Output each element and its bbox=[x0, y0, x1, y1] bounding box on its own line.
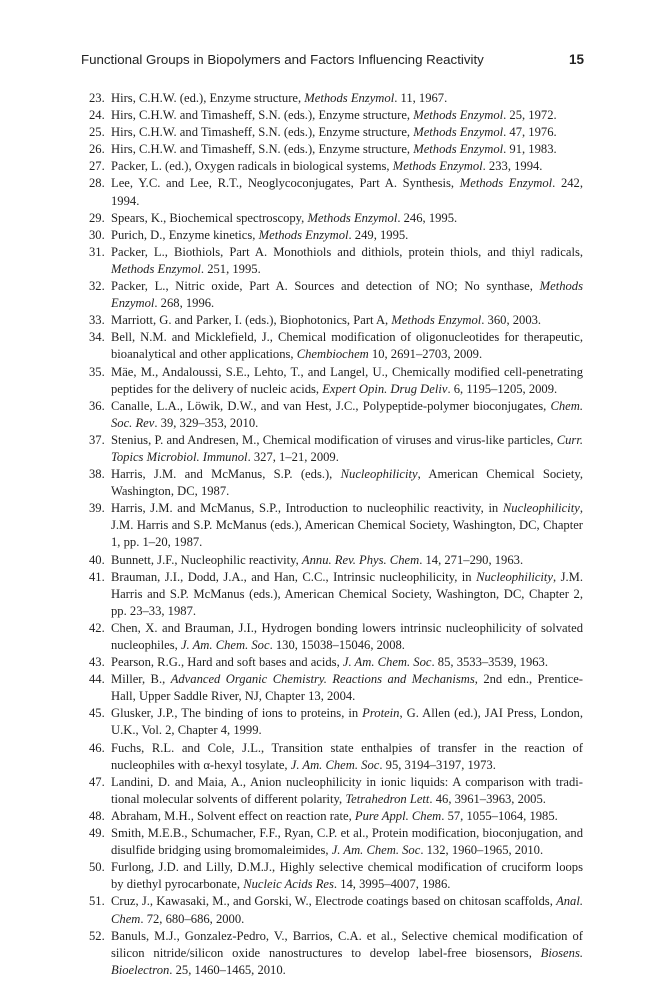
reference-text: , American Chemical Society, Washington, DC, 1987. bbox=[111, 467, 583, 499]
reference-number: 25. bbox=[89, 125, 105, 140]
reference-text: . 251, 1995. bbox=[200, 261, 261, 276]
reference-text: . 95, 3194–3197, 1973. bbox=[379, 757, 496, 772]
reference-item bbox=[83, 364, 583, 398]
reference-item bbox=[83, 500, 583, 551]
reference-item bbox=[83, 654, 583, 671]
reference-journal: Chembiochem bbox=[296, 347, 369, 362]
reference-text: Cruz, J., Kawasaki, M., and Gorski, W., Electrode coatings based on chitosan scaffolds, bbox=[111, 894, 557, 909]
reference-item bbox=[83, 329, 583, 363]
page-number: 15 bbox=[568, 52, 584, 67]
reference-text: . 72, 680–686, 2000. bbox=[140, 911, 245, 926]
reference-journal: Methods Enzymol bbox=[307, 210, 398, 225]
reference-item bbox=[83, 90, 583, 107]
reference-text: Hirs, C.H.W. and Timasheff, S.N. (eds.), Enzyme structure, bbox=[111, 125, 414, 140]
reference-item bbox=[83, 825, 583, 859]
reference-number: 29. bbox=[89, 210, 105, 225]
reference-text: Harris, J.M. and McManus, S.P., Introduction to nucleophilic reactivity, in bbox=[111, 501, 503, 516]
reference-text: Hirs, C.H.W. (ed.), Enzyme structure, bbox=[111, 91, 305, 105]
reference-number: 52. bbox=[89, 928, 105, 943]
reference-journal: Nucleophilicity bbox=[340, 467, 418, 482]
reference-text: Glusker, J.P., The binding of ions to proteins, in bbox=[111, 706, 363, 721]
reference-item bbox=[83, 278, 583, 312]
reference-item bbox=[83, 398, 583, 432]
reference-text: , J.M. Harris and S.P. McManus (eds.), American Chemical Society, Washington, DC, Chapter 2, pp. 23–33, 1987. bbox=[111, 569, 584, 618]
reference-item bbox=[83, 893, 583, 927]
reference-item bbox=[83, 466, 583, 500]
reference-journal: Methods Enzymol bbox=[304, 91, 395, 105]
reference-text: Pearson, R.G., Hard and soft bases and acids, bbox=[111, 655, 343, 670]
reference-text: . 132, 1960–1965, 2010. bbox=[420, 843, 544, 858]
reference-journal: Advanced Organic Chemistry. Reactions and Mechanisms bbox=[170, 672, 475, 687]
reference-number: 34. bbox=[89, 330, 105, 345]
reference-journal: Methods Enzymol bbox=[413, 142, 504, 157]
reference-item bbox=[83, 859, 583, 893]
reference-text: Chen, X. and Brauman, J.I., Hydrogen bonding lowers intrinsic nucleophilicity of solvated nucleophiles, bbox=[111, 620, 583, 652]
running-head bbox=[81, 52, 584, 67]
reference-journal: Methods Enzymol bbox=[111, 279, 583, 311]
reference-text: . 246, 1995. bbox=[397, 210, 458, 225]
reference-text: . 268, 1996. bbox=[154, 296, 215, 311]
reference-number: 32. bbox=[89, 279, 105, 294]
reference-text: . 14, 3995–4007, 1986. bbox=[333, 877, 451, 892]
reference-text: . 11, 1967. bbox=[394, 91, 448, 105]
reference-journal: Tetrahedron Lett bbox=[345, 791, 430, 806]
reference-item bbox=[83, 312, 583, 329]
reference-number: 24. bbox=[89, 108, 105, 123]
reference-item bbox=[83, 620, 583, 654]
reference-item bbox=[83, 124, 583, 141]
reference-number: 23. bbox=[89, 91, 105, 105]
reference-text: Hirs, C.H.W. and Timasheff, S.N. (eds.), Enzyme structure, bbox=[111, 142, 414, 157]
reference-journal: Expert Opin. Drug Deliv bbox=[322, 381, 448, 396]
reference-text: Harris, J.M. and McManus, S.P. (eds.), bbox=[111, 467, 341, 482]
reference-number: 41. bbox=[89, 569, 105, 584]
reference-journal: Nucleophilicity bbox=[476, 569, 554, 584]
reference-text: . 25, 1460–1465, 2010. bbox=[169, 962, 286, 977]
reference-text: . 57, 1055–1064, 1985. bbox=[441, 808, 558, 823]
reference-item bbox=[83, 928, 583, 979]
reference-text: Packer, L., Biothiols, Part A. Monothiols and dithiols, protein thiols, and thiyl radicals, bbox=[111, 244, 583, 259]
reference-journal: Protein bbox=[362, 706, 400, 721]
reference-text: . 46, 3961–3963, 2005. bbox=[429, 791, 546, 806]
reference-number: 43. bbox=[89, 655, 105, 670]
reference-text: 10, 2691–2703, 2009. bbox=[368, 347, 483, 362]
reference-number: 44. bbox=[89, 672, 105, 687]
reference-text: Banuls, M.J., Gonzalez-Pedro, V., Barrios, C.A. et al., Selective chemical modification of silicon nitride/silicon oxide nanostructures to develop label-free biosensors, bbox=[111, 928, 583, 960]
reference-text: . 242, 1994. bbox=[111, 176, 583, 208]
reference-journal: Anal. Chem bbox=[111, 894, 583, 926]
reference-item bbox=[83, 432, 583, 466]
reference-item bbox=[83, 227, 583, 244]
reference-number: 38. bbox=[89, 467, 105, 482]
reference-item bbox=[83, 210, 583, 227]
reference-text: Fuchs, R.L. and Cole, J.L., Transition state enthalpies of transfer in the reaction of nucleophiles with α-hexyl tosylate, bbox=[111, 740, 583, 772]
reference-text: , J.M. Harris and S.P. McManus (eds.), American Chemical Society, Washington, DC, Chapter 1, pp. 1–20, 1987. bbox=[111, 501, 583, 550]
reference-text: Miller, B., bbox=[111, 672, 171, 687]
reference-journal: Biosens. Bioelectron bbox=[111, 945, 583, 977]
reference-item bbox=[83, 244, 583, 278]
reference-text: , G. Allen (ed.), JAI Press, London, U.K., Vol. 2, Chapter 4, 1999. bbox=[111, 706, 584, 738]
reference-number: 30. bbox=[89, 227, 105, 242]
reference-item bbox=[83, 740, 583, 774]
reference-journal: Methods Enzymol bbox=[459, 176, 553, 191]
reference-number: 26. bbox=[89, 142, 105, 157]
reference-journal: J. Am. Chem. Soc bbox=[180, 638, 270, 652]
reference-text: Abraham, M.H., Solvent effect on reaction rate, bbox=[111, 808, 355, 823]
reference-item bbox=[83, 158, 583, 175]
reference-journal: Curr. Topics Microbiol. Immunol bbox=[111, 432, 583, 464]
reference-journal: Methods Enzymol bbox=[111, 261, 201, 276]
reference-text: . 14, 271–290, 1963. bbox=[419, 552, 524, 567]
reference-journal: J. Am. Chem. Soc bbox=[331, 843, 421, 858]
reference-item bbox=[83, 569, 583, 620]
reference-item bbox=[83, 671, 583, 705]
reference-number: 33. bbox=[89, 313, 105, 328]
reference-text: . 39, 329–353, 2010. bbox=[154, 415, 259, 430]
reference-number: 51. bbox=[89, 894, 105, 909]
reference-number: 35. bbox=[89, 364, 105, 379]
reference-text: . 233, 1994. bbox=[482, 159, 543, 174]
reference-text: Landini, D. and Maia, A., Anion nucleophilicity in ionic liquids: A comparison with traditional molecular solvents of different polarity, bbox=[111, 774, 583, 806]
reference-list bbox=[83, 90, 583, 979]
reference-text: . 6, 1195–1205, 2009. bbox=[447, 381, 558, 396]
reference-number: 36. bbox=[89, 398, 105, 413]
reference-text: Brauman, J.I., Dodd, J.A., and Han, C.C., Intrinsic nucleophilicity, in bbox=[111, 569, 477, 584]
reference-item bbox=[83, 175, 583, 209]
reference-item bbox=[83, 141, 583, 158]
reference-text: Lee, Y.C. and Lee, R.T., Neoglycoconjugates, Part A. Synthesis, bbox=[111, 176, 460, 191]
reference-text: Hirs, C.H.W. and Timasheff, S.N. (eds.), Enzyme structure, bbox=[111, 108, 414, 123]
reference-number: 47. bbox=[89, 774, 105, 789]
reference-number: 27. bbox=[89, 159, 105, 174]
reference-text: Purich, D., Enzyme kinetics, bbox=[111, 227, 259, 242]
reference-text: . 85, 3533–3539, 1963. bbox=[431, 655, 548, 670]
reference-number: 42. bbox=[89, 620, 105, 635]
reference-text: Mäe, M., Andaloussi, S.E., Lehto, T., and Langel, U., Chemically modified cell-penetrating peptides for the delivery of nucleic acids, bbox=[111, 364, 583, 396]
reference-text: . 130, 15038–15046, 2008. bbox=[269, 638, 405, 652]
reference-journal: Annu. Rev. Phys. Chem bbox=[301, 552, 420, 567]
reference-number: 31. bbox=[89, 244, 105, 259]
reference-journal: Pure Appl. Chem bbox=[354, 808, 442, 823]
reference-number: 40. bbox=[89, 552, 105, 567]
reference-journal: Chem. Soc. Rev bbox=[111, 398, 583, 430]
reference-text: Stenius, P. and Andresen, M., Chemical modification of viruses and virus-like particles, bbox=[111, 432, 557, 447]
reference-journal: Methods Enzymol bbox=[413, 108, 504, 123]
reference-text: Bunnett, J.F., Nucleophilic reactivity, bbox=[111, 552, 302, 567]
reference-journal: J. Am. Chem. Soc bbox=[290, 757, 380, 772]
reference-item bbox=[83, 774, 583, 808]
reference-text: Canalle, L.A., Löwik, D.W., and van Hest, J.C., Polypeptide-polymer bioconjugates, bbox=[111, 398, 551, 413]
reference-journal: Methods Enzymol bbox=[392, 159, 483, 174]
reference-number: 45. bbox=[89, 706, 105, 721]
reference-text: . 47, 1976. bbox=[503, 125, 557, 140]
reference-text: Spears, K., Biochemical spectroscopy, bbox=[111, 210, 308, 225]
reference-text: Smith, M.E.B., Schumacher, F.F., Ryan, C.P. et al., Protein modification, bioconjugation, and disulfide bridging using bromomaleimides, bbox=[111, 826, 583, 858]
reference-text: , 2nd edn., Prentice-Hall, Upper Saddle River, NJ, Chapter 13, 2004. bbox=[111, 672, 583, 704]
reference-journal: J. Am. Chem. Soc bbox=[342, 655, 432, 670]
reference-text: Packer, L., Nitric oxide, Part A. Sources and detection of NO; No synthase, bbox=[111, 279, 540, 294]
reference-text: . 249, 1995. bbox=[348, 227, 409, 242]
reference-item bbox=[83, 552, 583, 569]
reference-text: Bell, N.M. and Micklefield, J., Chemical modification of oligonucleotides for therapeutic, bioanalytical and other applications, bbox=[111, 330, 583, 362]
reference-number: 46. bbox=[89, 740, 105, 755]
chapter-title: Functional Groups in Biopolymers and Factors Influencing Reactivity bbox=[81, 52, 484, 67]
reference-number: 49. bbox=[89, 826, 105, 841]
reference-number: 50. bbox=[89, 860, 105, 875]
reference-journal: Nucleic Acids Res bbox=[243, 877, 334, 892]
reference-journal: Methods Enzymol bbox=[413, 125, 504, 140]
reference-text: . 25, 1972. bbox=[503, 108, 557, 123]
reference-text: Furlong, J.D. and Lilly, D.M.J., Highly selective chemical modification of cruciform loops by diethyl pyrocarbonate, bbox=[111, 860, 583, 892]
reference-text: . 360, 2003. bbox=[481, 313, 542, 328]
reference-journal: Nucleophilicity bbox=[502, 501, 580, 516]
reference-text: . 327, 1–21, 2009. bbox=[247, 449, 339, 464]
reference-number: 28. bbox=[89, 176, 105, 191]
reference-item bbox=[83, 808, 583, 825]
reference-text: Marriott, G. and Parker, I. (eds.), Biophotonics, Part A, bbox=[111, 313, 392, 328]
reference-text: . 91, 1983. bbox=[503, 142, 557, 157]
reference-journal: Methods Enzymol bbox=[391, 313, 482, 328]
reference-item bbox=[83, 107, 583, 124]
reference-number: 48. bbox=[89, 808, 105, 823]
reference-item bbox=[83, 705, 583, 739]
reference-text: Packer, L. (ed.), Oxygen radicals in biological systems, bbox=[111, 159, 393, 174]
reference-number: 39. bbox=[89, 501, 105, 516]
reference-journal: Methods Enzymol bbox=[258, 227, 349, 242]
reference-number: 37. bbox=[89, 432, 105, 447]
